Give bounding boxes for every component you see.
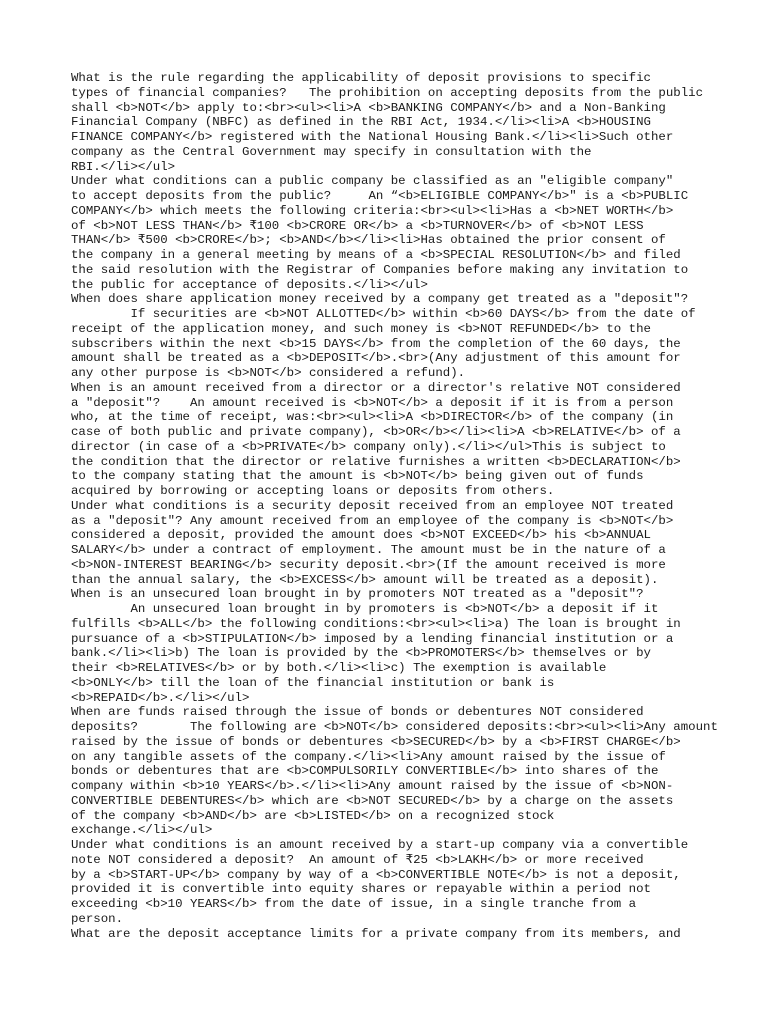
text-line: deposits? The following are <b>NOT</b> considered deposits:<br><ul><li>Any amount xyxy=(71,720,718,734)
text-line: Under what conditions can a public company be classified as an "eligible company" xyxy=(71,174,674,189)
text-line: on any tangible assets of the company.</li><li>Any amount raised by the issue of xyxy=(71,749,666,764)
text-line: THAN</b> ₹500 <b>CRORE</b>; <b>AND</b></li><li>Has obtained the prior consent of xyxy=(71,233,666,248)
text-line: of the company <b>AND</b> are <b>LISTED</b> on a recognized stock xyxy=(71,808,555,823)
text-line: director (in case of a <b>PRIVATE</b> company only).</li></ul>This is subject to xyxy=(71,439,666,454)
text-line: <b>NON-INTEREST BEARING</b> security deposit.<br>(If the amount received is more xyxy=(71,557,666,572)
text-line: What are the deposit acceptance limits for a private company from its members, and xyxy=(71,926,681,941)
text-line: to accept deposits from the public? An “<b>ELIGIBLE COMPANY</b>" is a <b>PUBLIC xyxy=(71,189,689,203)
text-line: case of both public and private company), <b>OR</b></li><li>A <b>RELATIVE</b> of a xyxy=(71,425,681,439)
text-line: a "deposit"? An amount received is <b>NOT</b> a deposit if it is from a person xyxy=(71,395,674,410)
text-line: their <b>RELATIVES</b> or by both.</li><li>c) The exemption is available xyxy=(71,661,607,675)
text-line: raised by the issue of bonds or debentures <b>SECURED</b> by a <b>FIRST CHARGE</b> xyxy=(71,734,681,749)
text-line: pursuance of a <b>STIPULATION</b> imposed by a lending financial institution or a xyxy=(71,631,674,646)
text-line: types of financial companies? The prohibition on accepting deposits from the public xyxy=(71,85,704,100)
text-line: RBI.</li></ul> xyxy=(71,159,176,174)
text-line: who, at the time of receipt, was:<br><ul><li>A <b>DIRECTOR</b> of the company (in xyxy=(71,410,674,425)
text-line: COMPANY</b> which meets the following criteria:<br><ul><li>Has a <b>NET WORTH</b> xyxy=(71,203,674,218)
text-line: to the company stating that the amount is <b>NOT</b> being given out of funds xyxy=(71,469,644,484)
text-line: SALARY</b> under a contract of employment. The amount must be in the nature of a xyxy=(71,543,666,557)
text-line: acquired by borrowing or accepting loans or deposits from others. xyxy=(71,484,555,498)
text-line: If securities are <b>NOT ALLOTTED</b> within <b>60 DAYS</b> from the date of xyxy=(71,307,696,321)
text-line: When does share application money received by a company get treated as a "deposit"? xyxy=(71,292,689,307)
text-line: When are funds raised through the issue of bonds or debentures NOT considered xyxy=(71,705,644,720)
text-line: provided it is convertible into equity shares or repayable within a period not xyxy=(71,882,651,897)
text-line: exceeding <b>10 YEARS</b> from the date of issue, in a single tranche from a xyxy=(71,897,637,911)
text-line: When is an unsecured loan brought in by promoters NOT treated as a "deposit"? xyxy=(71,587,644,602)
text-line: fulfills <b>ALL</b> the following conditions:<br><ul><li>a) The loan is brought in xyxy=(71,616,681,631)
text-line: the condition that the director or relative furnishes a written <b>DECLARATION</b> xyxy=(71,454,681,469)
text-line: Under what conditions is a security deposit received from an employee NOT treated xyxy=(71,498,674,513)
text-line: FINANCE COMPANY</b> registered with the National Housing Bank.</li><li>Such other xyxy=(71,130,674,144)
text-line: considered a deposit, provided the amount does <b>NOT EXCEED</b> his <b>ANNUAL xyxy=(71,528,651,543)
text-line: What is the rule regarding the applicability of deposit provisions to specific xyxy=(71,71,651,85)
text-line: exchange.</li></ul> xyxy=(71,823,213,838)
document-text xyxy=(71,71,718,941)
text-line: by a <b>START-UP</b> company by way of a <b>CONVERTIBLE NOTE</b> is not a deposit, xyxy=(71,867,681,882)
text-line: shall <b>NOT</b> apply to:<br><ul><li>A <b>BANKING COMPANY</b> and a Non-Banking xyxy=(71,100,666,115)
text-line: of <b>NOT LESS THAN</b> ₹100 <b>CRORE OR</b> a <b>TURNOVER</b> of <b>NOT LESS xyxy=(71,218,644,233)
text-line: company as the Central Government may specify in consultation with the xyxy=(71,144,592,159)
text-line: note NOT considered a deposit? An amount of ₹25 <b>LAKH</b> or more received xyxy=(71,852,644,867)
text-line: When is an amount received from a director or a director's relative NOT considered xyxy=(71,380,681,395)
text-line: CONVERTIBLE DEBENTURES</b> which are <b>NOT SECURED</b> by a charge on the assets xyxy=(71,793,674,808)
text-line: any other purpose is <b>NOT</b> considered a refund). xyxy=(71,366,466,380)
text-line: <b>ONLY</b> till the loan of the financial institution or bank is xyxy=(71,675,555,690)
text-line: Financial Company (NBFC) as defined in the RBI Act, 1934.</li><li>A <b>HOUSING xyxy=(71,115,651,130)
text-line: person. xyxy=(71,911,124,926)
text-line: subscribers within the next <b>15 DAYS</b> from the completion of the 60 days, the xyxy=(71,336,681,351)
text-line: the company in a general meeting by means of a <b>SPECIAL RESOLUTION</b> and filed xyxy=(71,248,681,262)
text-line: than the annual salary, the <b>EXCESS</b> amount will be treated as a deposit). xyxy=(71,572,659,587)
text-line: Under what conditions is an amount received by a start-up company via a convertible xyxy=(71,838,689,852)
text-line: company within <b>10 YEARS</b>.</li><li>Any amount raised by the issue of <b>NON- xyxy=(71,779,674,793)
text-line: bank.</li><li>b) The loan is provided by the <b>PROMOTERS</b> themselves or by xyxy=(71,646,651,661)
text-line: An unsecured loan brought in by promoters is <b>NOT</b> a deposit if it xyxy=(71,602,659,616)
text-line: receipt of the application money, and such money is <b>NOT REFUNDED</b> to the xyxy=(71,321,651,336)
text-line: the said resolution with the Registrar of Companies before making any invitation to xyxy=(71,262,689,277)
text-line: <b>REPAID</b>.</li></ul> xyxy=(71,690,250,705)
text-line: as a "deposit"? Any amount received from an employee of the company is <b>NOT</b> xyxy=(71,513,674,528)
text-line: bonds or debentures that are <b>COMPULSORILY CONVERTIBLE</b> into shares of the xyxy=(71,764,659,779)
text-line: amount shall be treated as a <b>DEPOSIT</b>.<br>(Any adjustment of this amount for xyxy=(71,351,681,366)
text-line: the public for acceptance of deposits.</li></ul> xyxy=(71,277,428,292)
